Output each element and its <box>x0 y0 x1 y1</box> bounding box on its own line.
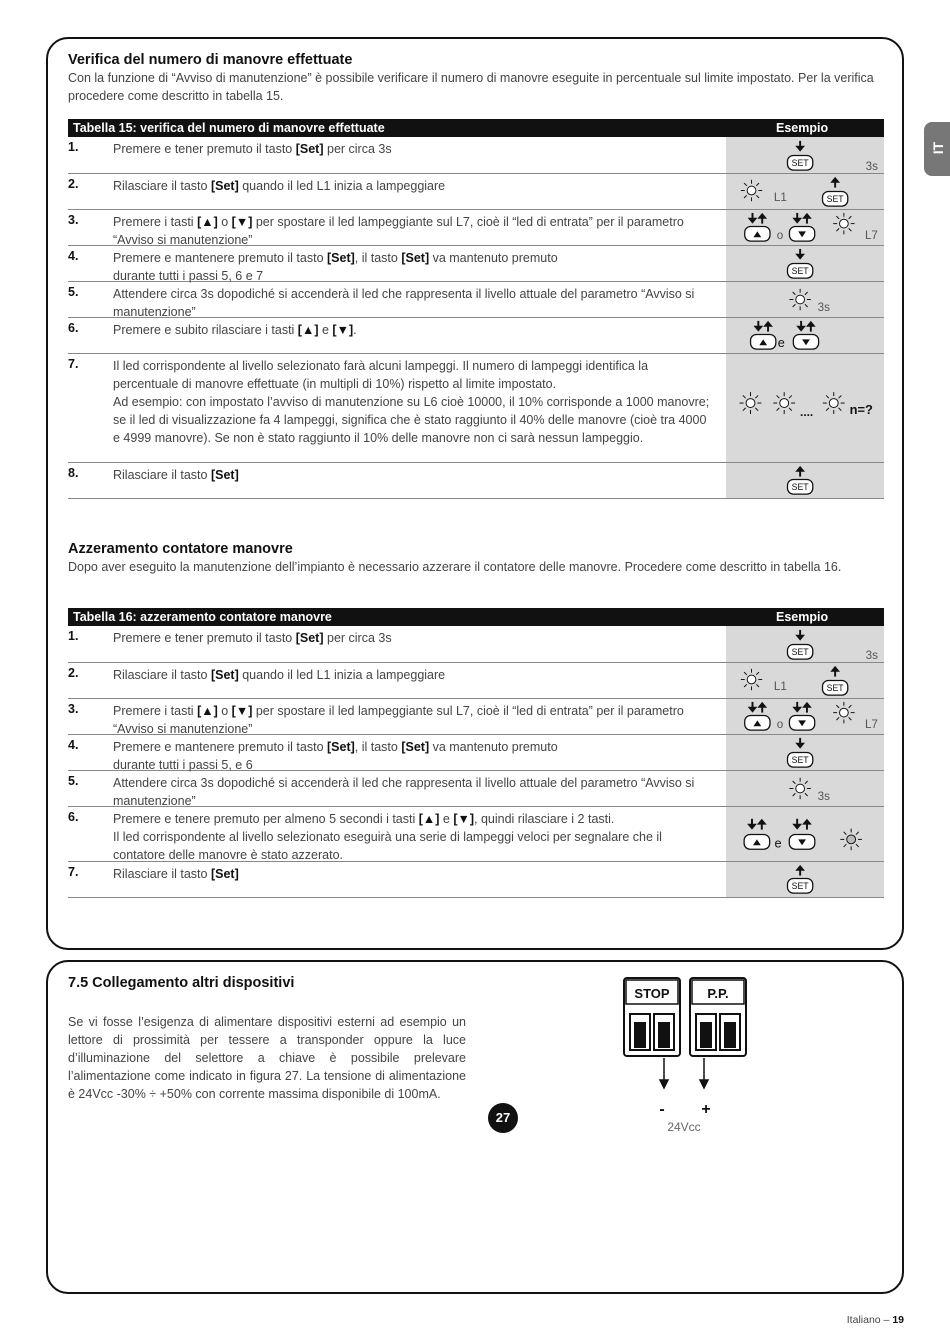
set-button-icon <box>787 155 812 170</box>
step-text: Premere i tasti [▲] o [▼] per spostare il led lampeggiante sul L7, cioè il “led di entrata” per il parametro “Avviso si manutenzione” <box>113 215 684 247</box>
table-row <box>68 463 884 499</box>
step-number: 1. <box>68 629 79 643</box>
example-icons <box>726 318 884 353</box>
and-label: e <box>774 835 782 851</box>
section3-body: Se vi fosse l’esigenza di alimentare dispositivi esterni ad esempio un lettore di prossimità per tessere a transponder oppure la luce d’illuminazione del selettore a chiave è possibile prelevare l’alimentazione come indicato in figura 27. La tensione di alimentazione è 24Vcc -30% ÷ +50% con corrente massima disponibile di 100mA. <box>68 1014 466 1101</box>
down-key-icon <box>793 335 818 350</box>
step-text: Premere e mantenere premuto il tasto [Set], il tasto [Set] va mantenuto premuto durante tutti i passi 5, e 6 <box>113 740 558 772</box>
up-key-icon <box>745 227 770 242</box>
step-text: Rilasciare il tasto [Set] <box>113 468 239 482</box>
set-button-icon <box>788 480 813 495</box>
table-15-header <box>68 119 884 137</box>
example-icons <box>726 210 884 245</box>
led-icon <box>789 778 810 799</box>
up-key-icon <box>744 834 770 849</box>
arrow-down-icon <box>795 249 805 260</box>
table-row <box>68 663 884 699</box>
set-button-label: SET <box>791 755 809 766</box>
led-icon <box>741 180 762 201</box>
table-15 <box>68 119 884 499</box>
example-icons <box>726 735 884 770</box>
step-text: Premere e tener premuto il tasto [Set] per circa 3s <box>113 142 392 156</box>
led-icon <box>789 289 810 310</box>
arrow-down-icon <box>792 819 802 830</box>
arrow-down-icon <box>748 213 758 224</box>
led-l7-label: L7 <box>864 718 878 732</box>
example-icons <box>726 862 884 897</box>
voltage-label: 24Vcc <box>667 1120 701 1134</box>
and-label: e <box>777 336 785 351</box>
or-label: o <box>776 229 784 243</box>
table-16 <box>68 608 884 898</box>
step-text: Rilasciare il tasto [Set] quando il led L1 inizia a lampeggiare <box>113 179 446 193</box>
set-button-icon <box>788 753 813 768</box>
example-icons <box>726 282 884 317</box>
example-icons <box>726 626 884 662</box>
arrow-up-icon <box>795 865 805 876</box>
table-row <box>68 807 884 862</box>
down-key-icon <box>789 716 814 731</box>
led-icon <box>740 392 762 414</box>
set-button-label: SET <box>826 194 844 205</box>
led-icon <box>833 702 854 723</box>
section2-intro: Dopo aver eseguito la manutenzione dell’impianto è necessario azzerare il contatore delle manovre. Procedere come descritto in tabella 16. <box>68 560 842 574</box>
example-icons <box>726 807 884 861</box>
example-icons <box>726 463 884 498</box>
step-number: 6. <box>68 321 79 335</box>
plus-sign: + <box>701 1101 711 1118</box>
step-number: 1. <box>68 140 79 154</box>
arrow-up-icon <box>830 177 840 188</box>
arrow-down-icon <box>795 630 805 641</box>
set-button-label: SET <box>791 482 809 493</box>
led-icon <box>833 213 854 234</box>
arrow-up-icon <box>757 702 767 713</box>
duration-label: 3s <box>817 301 830 315</box>
language-tab-label: IT <box>930 141 947 155</box>
up-key-icon <box>751 335 776 350</box>
table-row <box>68 210 884 246</box>
step-number: 7. <box>68 865 79 879</box>
duration-label: 3s <box>817 790 830 804</box>
led-icon <box>773 392 795 414</box>
set-button-icon <box>788 879 813 894</box>
section2-title: Azzeramento contatore manovre <box>68 541 293 557</box>
section1-title: Verifica del numero di manovre effettuate <box>68 52 353 68</box>
duration-label: 3s <box>865 649 878 662</box>
output-arrows <box>660 1058 708 1088</box>
arrow-down-icon <box>795 141 805 152</box>
arrow-down-icon <box>792 702 802 713</box>
step-text: Attendere circa 3s dopodiché si accenderà il led che rappresenta il livello attuale del parametro “Avviso si manutenzione” <box>113 287 695 319</box>
maintenance-section-box <box>46 37 904 950</box>
arrow-down-icon <box>747 819 757 830</box>
page-number: 19 <box>892 1314 904 1326</box>
step-text: Premere e subito rilasciare i tasti [▲] e [▼]. <box>113 323 357 337</box>
arrow-down-icon <box>795 738 805 749</box>
example-icons <box>726 246 884 281</box>
example-icons <box>726 174 884 209</box>
arrow-up-icon <box>802 213 812 224</box>
arrow-up-icon <box>763 321 773 332</box>
table-15-example-header: Esempio <box>776 121 829 135</box>
step-text: Il led corrispondente al livello selezionato farà alcuni lampeggi. Il numero di lampeggi identifica la percentuale di manovre effettuate (in multipli di 10%) rispetto al limite impostato. Ad esempio: con impostato l’avviso di manutenzione su L6 cioè 10000, il 10% corrisponde a 1000 manovre; se il led di visualizzazione fa 4 lampeggi, significa che è stato raggiunto il 40% delle manovre (cioè tra 4000 e 4999 manovre). Se non è stato raggiunto il 10% delle manovre non ci sarà nessun lampeggio. <box>113 359 710 445</box>
pp-terminal <box>690 978 746 1056</box>
step-text: Premere e tener premuto il tasto [Set] per circa 3s <box>113 631 392 645</box>
section1-intro: Con la funzione di “Avviso di manutenzione” è possibile verificare il numero di manovre eseguite in percentuale sul limite impostato. Per la verifica procedere come descritto in tabella 15. <box>68 71 874 103</box>
example-icons <box>726 771 884 806</box>
led-l1-label: L1 <box>773 191 787 205</box>
arrow-up-icon <box>795 466 805 477</box>
step-number: 3. <box>68 702 79 716</box>
table-16-header <box>68 608 884 626</box>
table-row <box>68 699 884 735</box>
step-number: 8. <box>68 466 79 480</box>
arrow-down-icon <box>748 702 758 713</box>
example-icons <box>726 354 884 462</box>
table-row <box>68 318 884 354</box>
step-text: Premere e tenere premuto per almeno 5 secondi i tasti [▲] e [▼], quindi rilasciare i 2 tasti. Il led corrispondente al livello selezionato eseguirà una serie di lampeggi veloci per segnalare che il contatore delle manovre è stato azzerato. <box>113 812 662 862</box>
arrow-down-icon <box>796 321 806 332</box>
table-row <box>68 174 884 210</box>
set-button-label: SET <box>791 647 809 658</box>
arrow-up-icon <box>802 819 812 830</box>
set-button-label: SET <box>791 266 809 277</box>
set-button-icon <box>788 264 813 279</box>
stop-terminal-label: STOP <box>634 986 670 1001</box>
step-number: 7. <box>68 357 79 371</box>
dots-label: .... <box>800 404 814 419</box>
table-row <box>68 735 884 771</box>
led-icon <box>840 829 862 851</box>
table-row <box>68 282 884 318</box>
step-text: Rilasciare il tasto [Set] <box>113 867 239 881</box>
led-icon <box>741 669 762 690</box>
step-text: Rilasciare il tasto [Set] quando il led L1 inizia a lampeggiare <box>113 668 446 682</box>
table-15-title: Tabella 15: verifica del numero di manovre effettuate <box>73 121 385 135</box>
arrow-up-icon <box>830 666 840 677</box>
step-number: 2. <box>68 666 79 680</box>
figure-27-terminals-diagram <box>622 976 752 1136</box>
duration-label: 3s <box>865 160 878 173</box>
step-number: 6. <box>68 810 79 824</box>
arrow-up-icon <box>802 702 812 713</box>
down-key-icon <box>789 834 815 849</box>
table-row <box>68 626 884 663</box>
up-key-icon <box>745 716 770 731</box>
step-text: Premere i tasti [▲] o [▼] per spostare il led lampeggiante sul L7, cioè il “led di entrata” per il parametro “Avviso si manutenzione” <box>113 704 684 736</box>
step-number: 5. <box>68 285 79 299</box>
or-label: o <box>776 718 784 732</box>
step-text: Premere e mantenere premuto il tasto [Set], il tasto [Set] va mantenuto premuto durante tutti i passi 5, 6 e 7 <box>113 251 558 283</box>
page-footer <box>847 1314 904 1326</box>
example-icons <box>726 137 884 173</box>
arrow-up-icon <box>757 213 767 224</box>
set-button-label: SET <box>826 683 844 694</box>
set-button-label: SET <box>791 158 809 169</box>
figure-27-badge: 27 <box>488 1103 518 1133</box>
minus-sign: - <box>659 1101 665 1118</box>
table-16-example-header: Esempio <box>776 610 829 624</box>
step-number: 3. <box>68 213 79 227</box>
section3-title: 7.5 Collegamento altri dispositivi <box>68 975 295 991</box>
footer-language: Italiano – <box>846 1314 893 1326</box>
table-row <box>68 137 884 174</box>
table-row <box>68 354 884 463</box>
step-number: 4. <box>68 738 79 752</box>
arrow-down-icon <box>753 321 763 332</box>
other-devices-section-box <box>46 960 904 1294</box>
led-l1-label: L1 <box>773 680 787 694</box>
set-button-icon <box>787 644 812 659</box>
table-row <box>68 862 884 898</box>
table-16-title: Tabella 16: azzeramento contatore manovre <box>73 610 332 624</box>
set-button-label: SET <box>791 881 809 892</box>
step-number: 2. <box>68 177 79 191</box>
stop-terminal <box>624 978 680 1056</box>
led-icon <box>823 392 845 414</box>
table-row <box>68 771 884 807</box>
set-button-icon <box>823 681 848 696</box>
led-l7-label: L7 <box>864 229 878 243</box>
flash-count-label: n=? <box>849 401 873 417</box>
table-row <box>68 246 884 282</box>
language-tab <box>924 122 950 176</box>
pp-terminal-label: P.P. <box>707 986 729 1001</box>
set-button-icon <box>823 192 848 207</box>
step-number: 5. <box>68 774 79 788</box>
example-icons <box>726 699 884 734</box>
arrow-down-icon <box>792 213 802 224</box>
step-text: Attendere circa 3s dopodiché si accenderà il led che rappresenta il livello attuale del parametro “Avviso si manutenzione” <box>113 776 695 808</box>
example-icons <box>726 663 884 698</box>
arrow-up-icon <box>806 321 816 332</box>
step-number: 4. <box>68 249 79 263</box>
arrow-up-icon <box>757 819 767 830</box>
down-key-icon <box>789 227 814 242</box>
